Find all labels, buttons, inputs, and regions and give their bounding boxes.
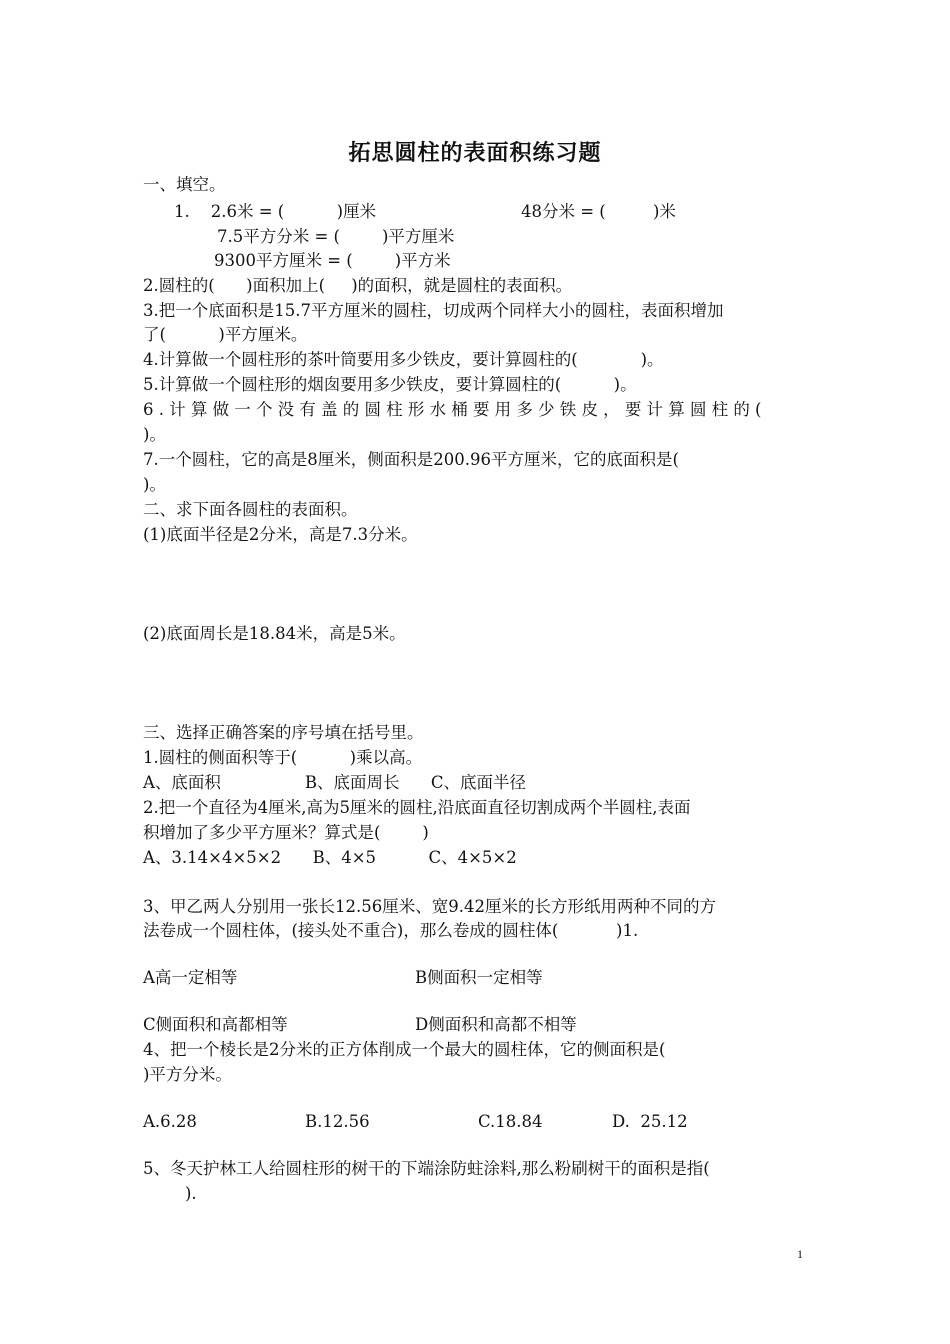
section-2-heading: 二、求下面各圆柱的表面积。 (143, 500, 358, 519)
page-title: 拓思圆柱的表面积练习题 (348, 141, 602, 166)
q6-line-a: 6.计算做一个没有盖的圆柱形水桶要用多少铁皮，要计算圆柱的( (143, 400, 767, 419)
choice-q1: 1.圆柱的侧面积等于( )乘以高。 (143, 748, 423, 767)
choice-q3-option-d: D侧面积和高都不相等 (415, 1015, 577, 1034)
choice-q4-option-a: A.6.28 (143, 1112, 197, 1131)
section-1-heading: 一、填空。 (143, 175, 226, 194)
choice-q4-line-a: 4、把一个棱长是2分米的正方体削成一个最大的圆柱体，它的侧面积是( (143, 1040, 666, 1059)
q7-line-b: )。 (143, 475, 166, 494)
choice-q3-option-c: C侧面积和高都相等 (143, 1015, 288, 1034)
choice-q5-line-b: ). (143, 1184, 197, 1203)
choice-q4-line-b: )平方分米。 (143, 1065, 232, 1084)
q7-line-a: 7.一个圆柱，它的高是8厘米，侧面积是200.96平方厘米，它的底面积是( (143, 450, 679, 469)
choice-q4-option-c: C.18.84 (478, 1112, 543, 1131)
choice-q3-line-b: 法卷成一个圆柱体，(接头处不重合)，那么卷成的圆柱体( )1. (143, 921, 639, 940)
q1-line-c: 7.5平方分米 = ( )平方厘米 (217, 227, 455, 246)
q1-line-b: 48分米 = ( )米 (521, 202, 676, 221)
choice-q5-line-a: 5、冬天护林工人给圆柱形的树干的下端涂防蛀涂料,那么粉刷树干的面积是指( (143, 1159, 710, 1178)
page-number: 1 (797, 1247, 803, 1261)
q3-line-b: 了( )平方厘米。 (143, 325, 308, 344)
section-3-heading: 三、选择正确答案的序号填在括号里。 (143, 723, 424, 742)
q6-line-b: )。 (143, 425, 166, 444)
q3-line-a: 3.把一个底面积是15.7平方厘米的圆柱，切成两个同样大小的圆柱，表面积增加 (143, 301, 724, 320)
choice-q2-line-b: 积增加了多少平方厘米？算式是( ) (143, 823, 429, 842)
choice-q1-options: A、底面积 B、底面周长 C、底面半径 (143, 773, 527, 792)
q2: 2.圆柱的( )面积加上( )的面积，就是圆柱的表面积。 (143, 276, 573, 295)
choice-q3-line-a: 3、甲乙两人分别用一张长12.56厘米、宽9.42厘米的长方形纸用两种不同的方 (143, 897, 716, 916)
problem-1: (1)底面半径是2分米，高是7.3分米。 (143, 525, 418, 544)
q1-line-a: 1. 2.6米 = ( )厘米 (174, 202, 377, 221)
q4: 4.计算做一个圆柱形的茶叶筒要用多少铁皮，要计算圆柱的( )。 (143, 350, 664, 369)
choice-q3-option-a: A高一定相等 (143, 968, 238, 987)
choice-q2-line-a: 2.把一个直径为4厘米,高为5厘米的圆柱,沿底面直径切割成两个半圆柱,表面 (143, 798, 691, 817)
q1-line-d: 9300平方厘米 = ( )平方米 (214, 251, 451, 270)
choice-q4-option-d: D. 25.12 (612, 1112, 688, 1131)
choice-q3-option-b: B侧面积一定相等 (415, 968, 543, 987)
choice-q2-options: A、3.14×4×5×2 B、4×5 C、4×5×2 (143, 848, 517, 867)
problem-2: (2)底面周长是18.84米，高是5米。 (143, 624, 406, 643)
choice-q4-option-b: B.12.56 (305, 1112, 370, 1131)
q5: 5.计算做一个圆柱形的烟囱要用多少铁皮，要计算圆柱的( )。 (143, 375, 637, 394)
